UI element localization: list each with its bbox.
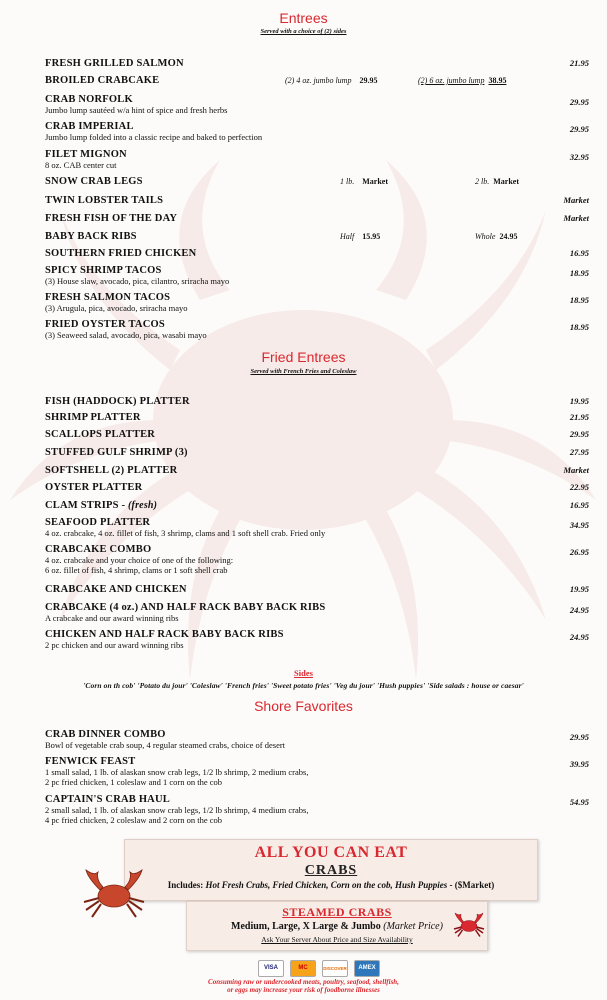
entree-item-price: 29.95 (569, 124, 589, 134)
fried-item-desc: 4 oz. crabcake and your choice of one of the following: (45, 555, 234, 565)
amex-card-icon: AMEX (354, 960, 380, 977)
entree-item-option (475, 177, 519, 186)
fried-item (45, 544, 589, 575)
entree-item-price: 16.95 (569, 248, 589, 258)
option-price: 15.95 (362, 232, 381, 241)
option-label: 1 lb. (340, 177, 355, 186)
shore-item-desc: 2 small salad, 1 lb. of alaskan snow crab legs, 1/2 lb shrimp, 4 medium crabs, (45, 805, 309, 815)
fried-item-name: SCALLOPS PLATTER (45, 429, 156, 440)
entree-item (45, 248, 589, 260)
shore-item (45, 794, 589, 825)
fried-item-name: OYSTER PLATTER (45, 482, 143, 493)
shore-item-name: FENWICK FEAST (45, 756, 136, 767)
shore-item-desc: Bowl of vegetable crab soup, 4 regular steamed crabs, choice of desert (45, 740, 286, 750)
entree-item (45, 195, 589, 207)
entree-item (45, 176, 565, 188)
fried-item-name: FISH (HADDOCK) PLATTER (45, 396, 190, 407)
entree-item-price: 32.95 (569, 152, 589, 162)
sides-title: Sides (294, 668, 313, 678)
entree-item-price: Market (563, 195, 589, 205)
entree-item-price: 18.95 (569, 268, 589, 278)
fried-item (45, 429, 589, 441)
shore-title: Shore Favorites (254, 698, 353, 714)
warning-line-1: Consuming raw or undercooked meats, poultry, seafood, shellfish, (208, 978, 399, 986)
ayce-includes-text: Hot Fresh Crabs, Fried Chicken, Corn on the cob, Hush Puppies (205, 880, 448, 890)
option-label: (2) 4 oz. jumbo lump (285, 76, 352, 85)
entree-item-option (418, 76, 506, 85)
fried-item-name: CRABCAKE AND CHICKEN (45, 584, 187, 595)
fried-item (45, 517, 589, 539)
fried-item-name-line (45, 500, 565, 512)
entree-item (45, 265, 589, 287)
fried-subtitle: Served with French Fries and Coleslaw (250, 368, 357, 375)
entree-item-price: 29.95 (569, 97, 589, 107)
entree-item-desc: (3) House slaw, avocado, pica, cilantro, sriracha mayo (45, 276, 230, 286)
fried-item-name: CRABCAKE (4 oz.) AND HALF RACK BABY BACK RIBS (45, 602, 326, 613)
entree-item-desc: (3) Arugula, pica, avocado, sriracha mayo (45, 303, 188, 313)
option-price: 38.95 (488, 76, 507, 85)
fried-item-price: 34.95 (569, 520, 589, 530)
crab-illustration-icon (80, 868, 148, 920)
fried-item-desc: 6 oz. fillet of fish, 4 shrimp, clams or 1 soft shell crab (45, 564, 228, 575)
entree-item (45, 292, 589, 314)
steamed-crabs-sizes-line (187, 921, 487, 932)
fried-item (45, 396, 589, 408)
entree-item-name: FRESH FISH OF THE DAY (45, 213, 178, 224)
warning-line-2: or eggs may increase your risk of foodborne illnesses (227, 986, 380, 994)
ayce-includes (125, 880, 537, 890)
shore-item-price: 54.95 (569, 797, 589, 807)
entrees-subtitle: Served with a choice of (2) sides (260, 28, 347, 35)
fried-item-name-note: (fresh) (128, 500, 158, 511)
entree-item-name: FRESH SALMON TACOS (45, 292, 171, 303)
shore-item (45, 756, 589, 787)
entree-item-desc: (3) Seaweed salad, avocado, pica, wasabi mayo (45, 330, 207, 340)
entree-item (45, 319, 589, 341)
fried-item-price: 29.95 (569, 429, 589, 439)
entree-item-name: BROILED CRABCAKE (45, 75, 160, 86)
entree-item (45, 121, 589, 143)
shore-item-desc: 1 small salad, 1 lb. of alaskan snow crab legs, 1/2 lb shrimp, 2 medium crabs, (45, 767, 309, 777)
discover-card-icon: DISCOVER (322, 960, 348, 977)
entree-item-price: Market (563, 213, 589, 223)
entree-item-option (475, 232, 517, 241)
fried-item (45, 482, 589, 494)
shore-item-price: 39.95 (569, 759, 589, 769)
shore-item-name: CAPTAIN'S CRAB HAUL (45, 794, 170, 805)
steamed-crabs-ask: Ask Your Server About Price and Size Availability (261, 935, 413, 944)
entree-item-option (340, 177, 388, 186)
fried-item (45, 447, 589, 459)
fried-title: Fried Entrees (261, 349, 346, 365)
fried-item-price: 24.95 (569, 632, 589, 642)
entree-item-option (285, 76, 377, 85)
fried-item-price: Market (563, 465, 589, 475)
entree-item (45, 149, 589, 171)
fried-item-price: 26.95 (569, 547, 589, 557)
shore-item (45, 729, 589, 751)
entree-item-desc: Jumbo lump sautéed w/a hint of spice and fresh herbs (45, 105, 228, 115)
fried-item-price: 21.95 (569, 412, 589, 422)
mastercard-icon: MC (290, 960, 316, 977)
entree-item-name: FRESH GRILLED SALMON (45, 58, 184, 69)
entree-item-name: FILET MIGNON (45, 149, 127, 160)
option-price: 29.95 (359, 76, 378, 85)
fried-item-price: 16.95 (569, 500, 589, 510)
entree-item (45, 94, 589, 116)
entrees-title: Entrees (279, 10, 328, 26)
fried-item (45, 412, 589, 424)
entree-item-price: 21.95 (569, 58, 589, 68)
option-label: (2) 6 oz. jumbo lump (418, 76, 485, 85)
shore-item-desc: 4 pc fried chicken, 2 coleslaw and 2 corn on the cob (45, 814, 223, 825)
fried-item-price: 24.95 (569, 605, 589, 615)
fried-item-name: SHRIMP PLATTER (45, 412, 141, 423)
option-price: Market (362, 177, 388, 186)
option-label: Whole (475, 232, 496, 241)
all-you-can-eat-box (124, 839, 538, 901)
entree-item (45, 75, 565, 87)
option-label: 2 lb. (475, 177, 490, 186)
fried-item-name: CHICKEN AND HALF RACK BABY BACK RIBS (45, 629, 284, 640)
entree-item-name: SOUTHERN FRIED CHICKEN (45, 248, 197, 259)
fried-item-price: 19.95 (569, 396, 589, 406)
sides-list: 'Corn on th cob' 'Potato du jour' 'Coleslaw' 'French fries' 'Sweet potato fries' 'Veg du jour' 'Hush puppies' 'Side salads : house or caesar' (83, 681, 524, 690)
fried-item-desc: 2 pc chicken and our award winning ribs (45, 640, 184, 650)
entree-item-name: FRIED OYSTER TACOS (45, 319, 165, 330)
food-warning (0, 978, 607, 994)
entree-item-price: 18.95 (569, 322, 589, 332)
small-crab-icon (452, 912, 486, 938)
entree-item-name: SNOW CRAB LEGS (45, 176, 143, 187)
entree-item-desc: 8 oz. CAB center cut (45, 160, 117, 170)
option-label: Half (340, 232, 355, 241)
shore-item-price: 29.95 (569, 732, 589, 742)
steamed-crabs-box (186, 901, 488, 951)
entree-item (45, 231, 565, 243)
fried-item (45, 629, 589, 651)
fried-item-desc: 4 oz. crabcake, 4 oz. fillet of fish, 3 shrimp, clams and 1 soft shell crab. Fried only (45, 528, 326, 538)
ayce-includes-label: Includes: (167, 880, 204, 890)
ayce-includes-price: - ($Market) (447, 880, 495, 890)
steamed-crabs-note: (Market Price) (383, 921, 443, 932)
entree-item (45, 213, 589, 225)
fried-item-desc: A crabcake and our award winning ribs (45, 613, 179, 623)
fried-item-name: STUFFED GULF SHRIMP (3) (45, 447, 188, 458)
steamed-crabs-title: STEAMED CRABS (282, 905, 392, 919)
fried-item (45, 602, 589, 624)
fried-item-name: CLAM STRIPS - (45, 500, 129, 511)
fried-item-name: SEAFOOD PLATTER (45, 517, 151, 528)
steamed-crabs-sizes: Medium, Large, X Large & Jumbo (231, 921, 381, 932)
entree-item-name: BABY BACK RIBS (45, 231, 137, 242)
fried-item-name: SOFTSHELL (2) PLATTER (45, 465, 178, 476)
entree-item-name: CRAB IMPERIAL (45, 121, 134, 132)
entree-item-price: 18.95 (569, 295, 589, 305)
visa-card-icon: VISA (258, 960, 284, 977)
fried-item-price: 22.95 (569, 482, 589, 492)
fried-item-price: 27.95 (569, 447, 589, 457)
ayce-title: ALL YOU CAN EAT (254, 844, 408, 861)
option-price: Market (493, 177, 519, 186)
entree-item-option (340, 232, 380, 241)
shore-item-name: CRAB DINNER COMBO (45, 729, 166, 740)
ayce-subtitle: CRABS (304, 863, 358, 878)
entree-item-name: TWIN LOBSTER TAILS (45, 195, 164, 206)
entree-item (45, 58, 589, 70)
entree-item-name: SPICY SHRIMP TACOS (45, 265, 162, 276)
fried-item (45, 465, 589, 477)
fried-item-price: 19.95 (569, 584, 589, 594)
fried-item (45, 584, 589, 596)
option-price: 24.95 (499, 232, 518, 241)
fried-item-name: CRABCAKE COMBO (45, 544, 152, 555)
entree-item-name: CRAB NORFOLK (45, 94, 133, 105)
entree-item-desc: Jumbo lump folded into a classic recipe and baked to perfection (45, 132, 263, 142)
fried-item (45, 500, 589, 512)
shore-item-desc: 2 pc fried chicken, 1 coleslaw and 1 corn on the cob (45, 776, 223, 787)
